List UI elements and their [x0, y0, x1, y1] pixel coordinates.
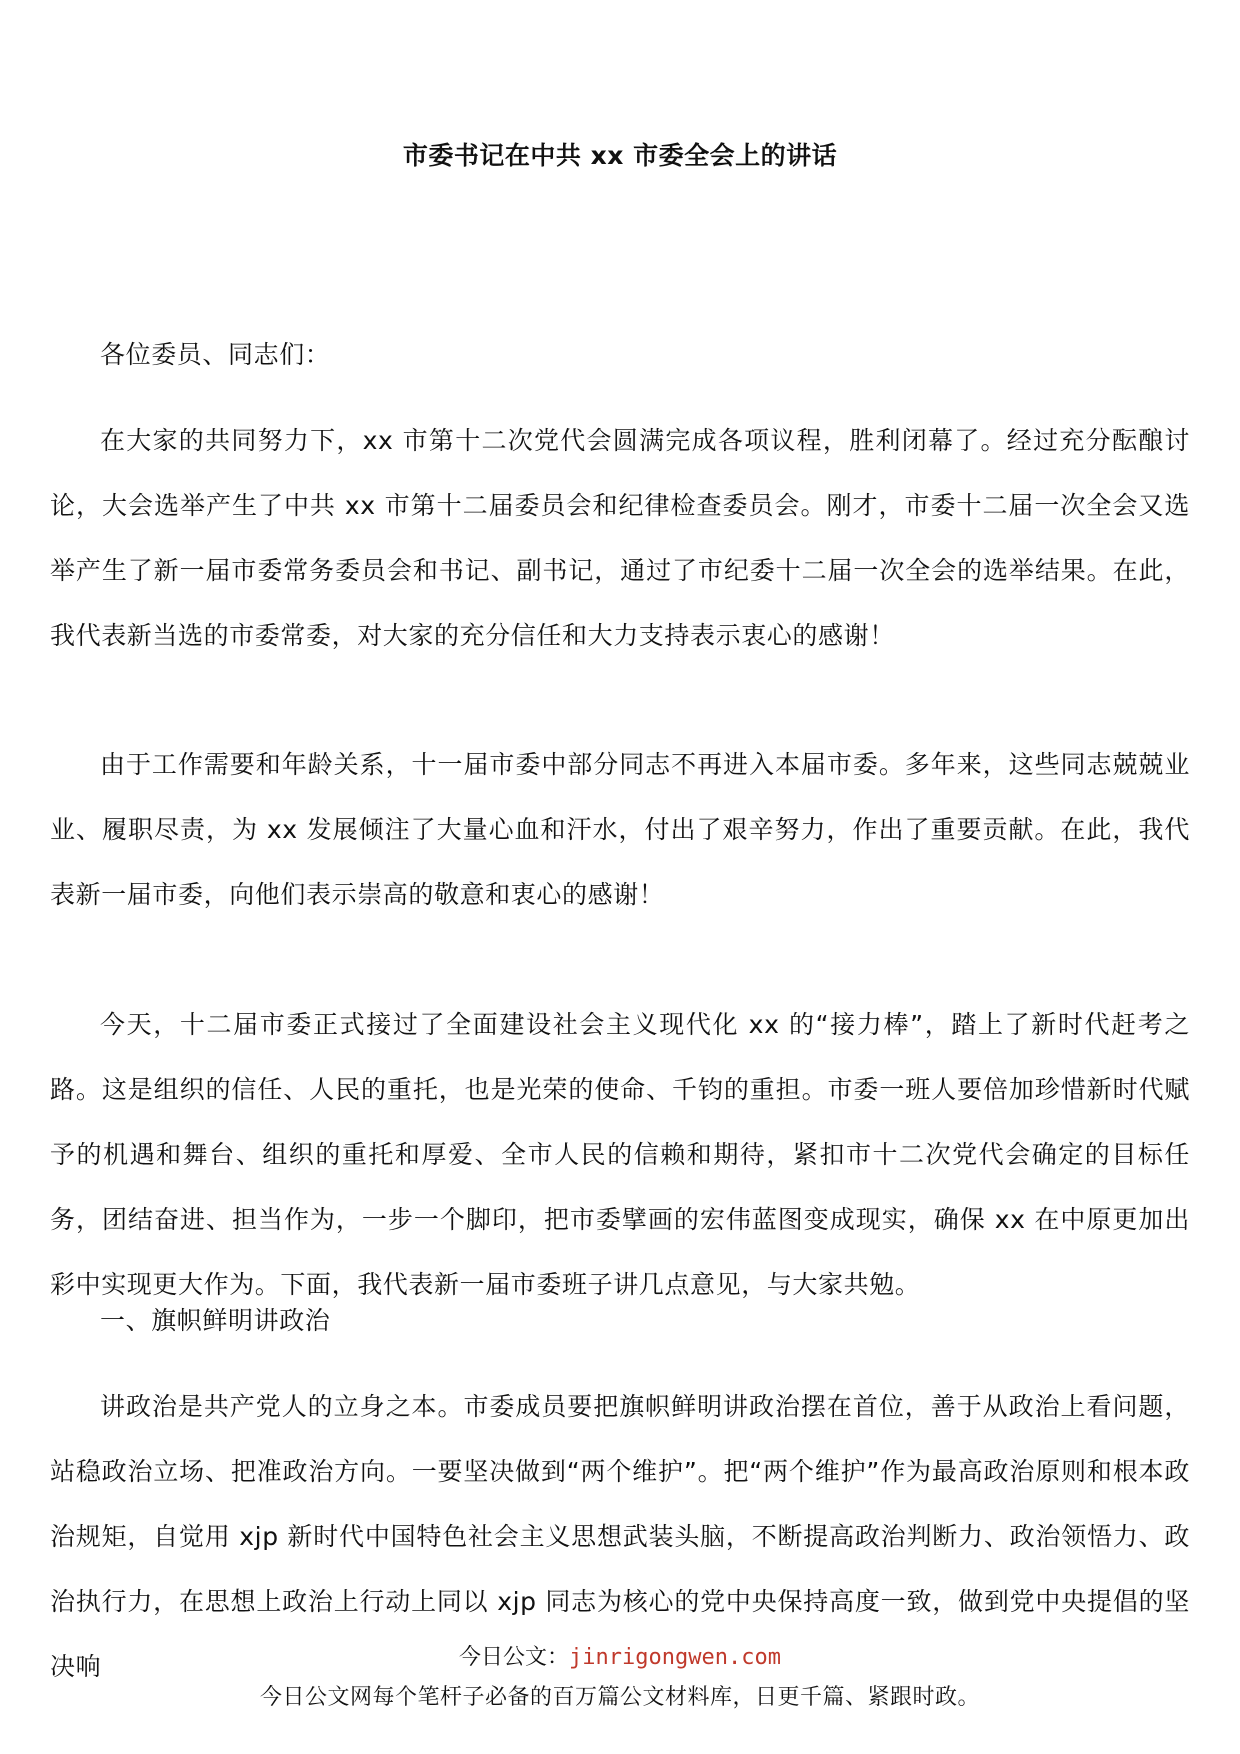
footer-source	[0, 1640, 1240, 1671]
section-heading	[50, 1288, 1190, 1353]
footer-label: 今日公文：	[459, 1645, 570, 1670]
paragraph-text: 在大家的共同努力下，xx 市第十二次党代会圆满完成各项议程，胜利闭幕了。经过充分酝酿讨论，大会选举产生了中共 xx 市第十二届委员会和纪律检查委员会。刚才，市委十二届一次全会又选举产生了新一届市委常务委员会和书记、副书记，通过了市纪委十二届一次全会的选举结果。在此，我代表新当选的市委常委，对大家的充分信任和大力支持表示衷心的感谢！	[50, 426, 1190, 650]
salutation-text: 各位委员、同志们：	[100, 340, 331, 369]
paragraph-text: 今天，十二届市委正式接过了全面建设社会主义现代化 xx 的“接力棒”，踏上了新时代赶考之路。这是组织的信任、人民的重托，也是光荣的使命、千钧的重担。市委一班人要倍加珍惜新时代赋予的机遇和舞台、组织的重托和厚爱、全市人民的信赖和期待，紧扣市十二次党代会确定的目标任务，团结奋进、担当作为，一步一个脚印，把市委擘画的宏伟蓝图变成现实，确保 xx 在中原更加出彩中实现更大作为。下面，我代表新一届市委班子讲几点意见，与大家共勉。	[50, 1010, 1190, 1299]
footer-url-link[interactable]: jinrigongwen.com	[569, 1645, 781, 1670]
paragraph-2	[50, 732, 1190, 927]
paragraph-text: 讲政治是共产党人的立身之本。市委成员要把旗帜鲜明讲政治摆在首位，善于从政治上看问题，站稳政治立场、把准政治方向。一要坚决做到“两个维护”。把“两个维护”作为最高政治原则和根本政治规矩，自觉用 xjp 新时代中国特色社会主义思想武装头脑，不断提高政治判断力、政治领悟力、政治执行力，在思想上政治上行动上同以 xjp 同志为核心的党中央保持高度一致，做到党中央提倡的坚决响	[50, 1392, 1190, 1681]
footer-tagline: 今日公文网每个笔杆子必备的百万篇公文材料库，日更千篇、紧跟时政。	[259, 1685, 980, 1710]
section-heading-text: 一、旗帜鲜明讲政治	[100, 1306, 331, 1335]
salutation	[50, 322, 1190, 387]
document-title: 市委书记在中共 xx 市委全会上的讲话	[402, 141, 838, 170]
paragraph-3	[50, 992, 1190, 1317]
paragraph-text: 由于工作需要和年龄关系，十一届市委中部分同志不再进入本届市委。多年来，这些同志兢兢业业、履职尽责，为 xx 发展倾注了大量心血和汗水，付出了艰辛努力，作出了重要贡献。在此，我代表新一届市委，向他们表示崇高的敬意和衷心的感谢！	[50, 750, 1190, 909]
paragraph-1	[50, 408, 1190, 668]
